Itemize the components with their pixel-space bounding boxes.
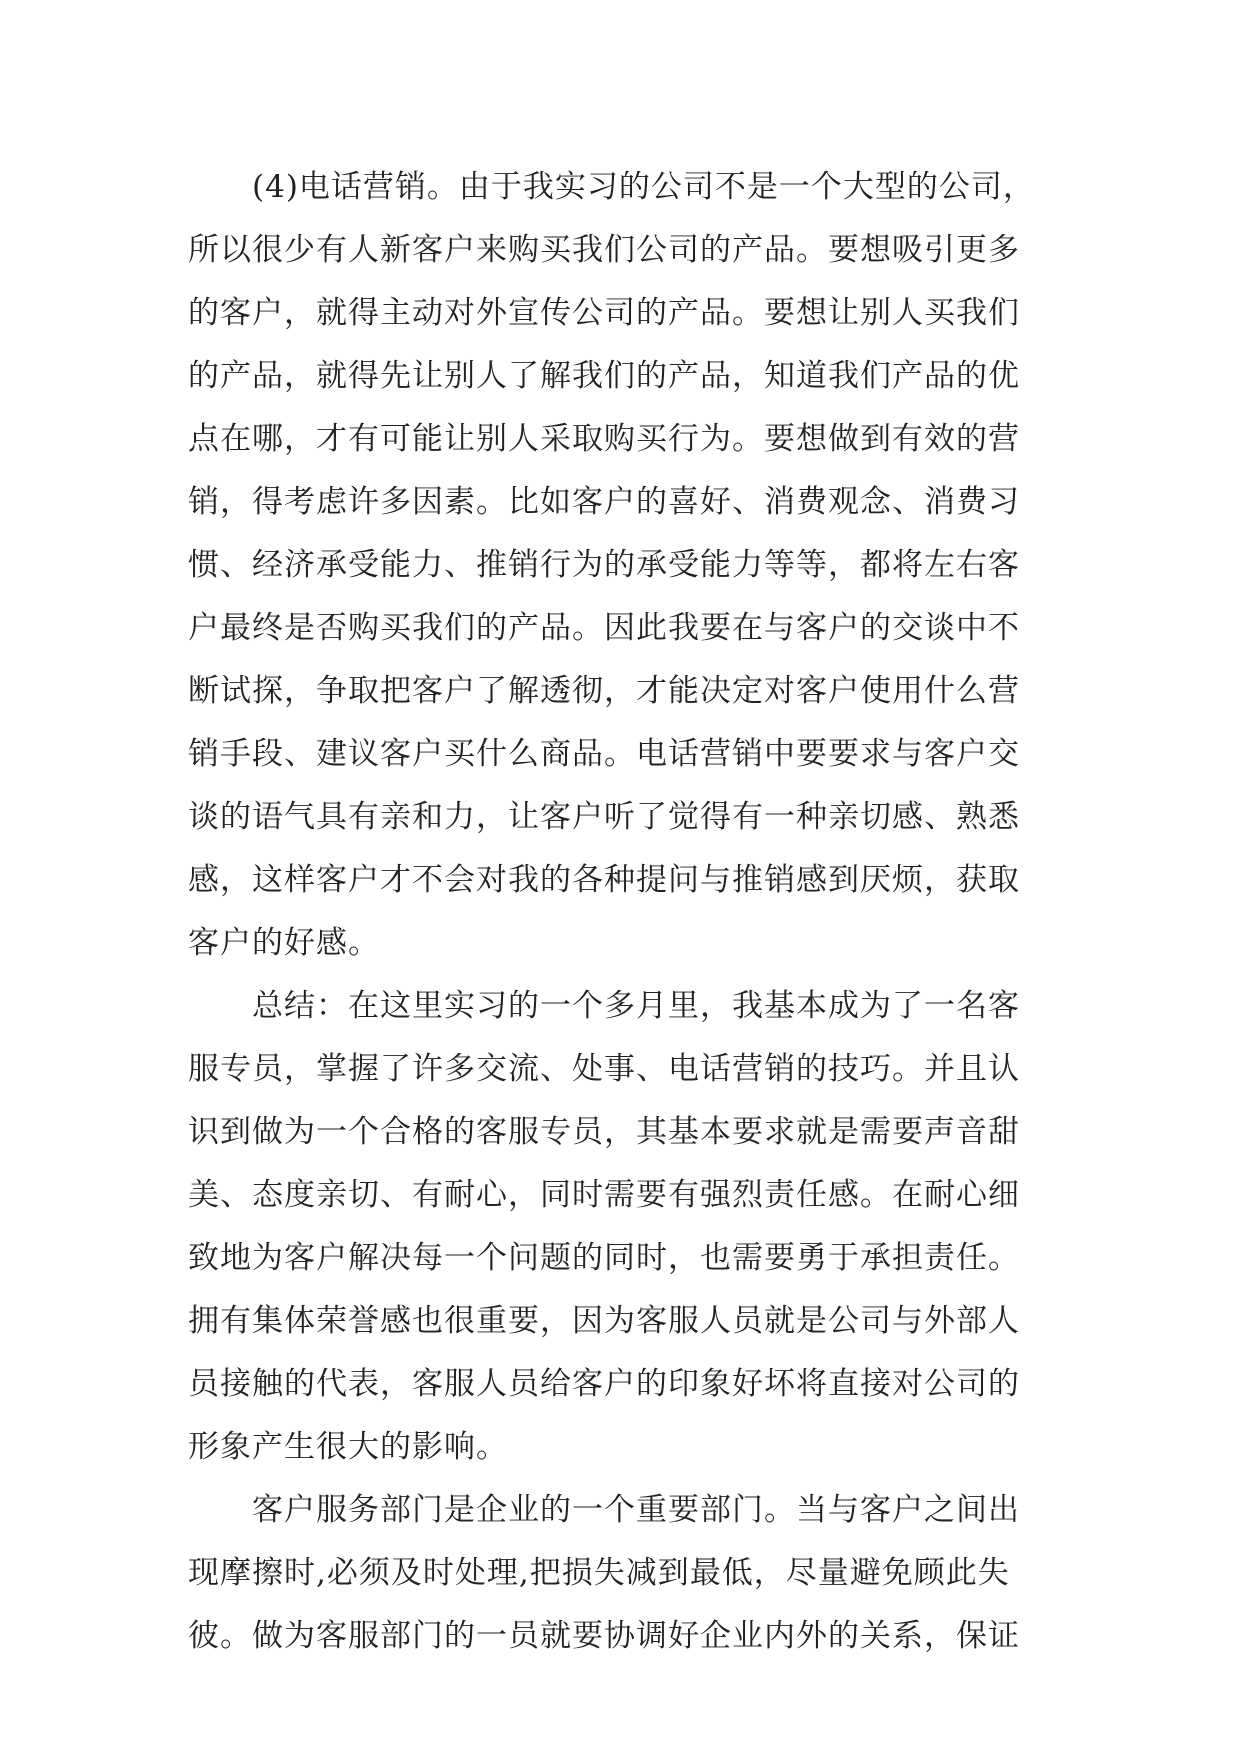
text-line: 所以很少有人新客户来购买我们公司的产品。要想吸引更多 <box>188 232 1020 268</box>
text-line: 客户服务部门是企业的一个重要部门。当与客户之间出 <box>252 1492 1020 1528</box>
text-line: 美、态度亲切、有耐心，同时需要有强烈责任感。在耐心细 <box>188 1177 1020 1213</box>
text-line: 户最终是否购买我们的产品。因此我要在与客户的交谈中不 <box>188 610 1020 646</box>
text-line: 点在哪，才有可能让别人采取购买行为。要想做到有效的营 <box>188 421 1020 457</box>
text-line: 销手段、建议客户买什么商品。电话营销中要要求与客户交 <box>188 736 1020 772</box>
text-line: (4)电话营销。由于我实习的公司不是一个大型的公司， <box>252 169 1035 205</box>
text-line: 感，这样客户才不会对我的各种提问与推销感到厌烦，获取 <box>188 862 1020 898</box>
text-line: 识到做为一个合格的客服专员，其基本要求就是需要声音甜 <box>188 1114 1020 1150</box>
document-body <box>188 156 1058 1668</box>
text-line: 惯、经济承受能力、推销行为的承受能力等等，都将左右客 <box>188 547 1020 583</box>
text-line: 服专员，掌握了许多交流、处事、电话营销的技巧。并且认 <box>188 1051 1020 1087</box>
paragraph-customer-service-dept <box>188 1479 1058 1668</box>
text-line: 形象产生很大的影响。 <box>188 1429 508 1465</box>
text-line: 总结：在这里实习的一个多月里，我基本成为了一名客 <box>252 988 1020 1024</box>
paragraph-summary <box>188 975 1058 1479</box>
text-line: 的客户，就得主动对外宣传公司的产品。要想让别人买我们 <box>188 295 1020 331</box>
text-line: 客户的好感。 <box>188 925 380 961</box>
text-line: 谈的语气具有亲和力，让客户听了觉得有一种亲切感、熟悉 <box>188 799 1020 835</box>
text-line: 现摩擦时,必须及时处理,把损失减到最低，尽量避免顾此失 <box>188 1555 1010 1591</box>
text-line: 断试探，争取把客户了解透彻，才能决定对客户使用什么营 <box>188 673 1020 709</box>
text-line: 销，得考虑许多因素。比如客户的喜好、消费观念、消费习 <box>188 484 1020 520</box>
paragraph-phone-marketing <box>188 156 1058 975</box>
text-line: 员接触的代表，客服人员给客户的印象好坏将直接对公司的 <box>188 1366 1020 1402</box>
text-line: 的产品，就得先让别人了解我们的产品，知道我们产品的优 <box>188 358 1020 394</box>
text-line: 致地为客户解决每一个问题的同时，也需要勇于承担责任。 <box>188 1240 1020 1276</box>
text-line: 彼。做为客服部门的一员就要协调好企业内外的关系，保证 <box>188 1618 1020 1654</box>
text-line: 拥有集体荣誉感也很重要，因为客服人员就是公司与外部人 <box>188 1303 1020 1339</box>
